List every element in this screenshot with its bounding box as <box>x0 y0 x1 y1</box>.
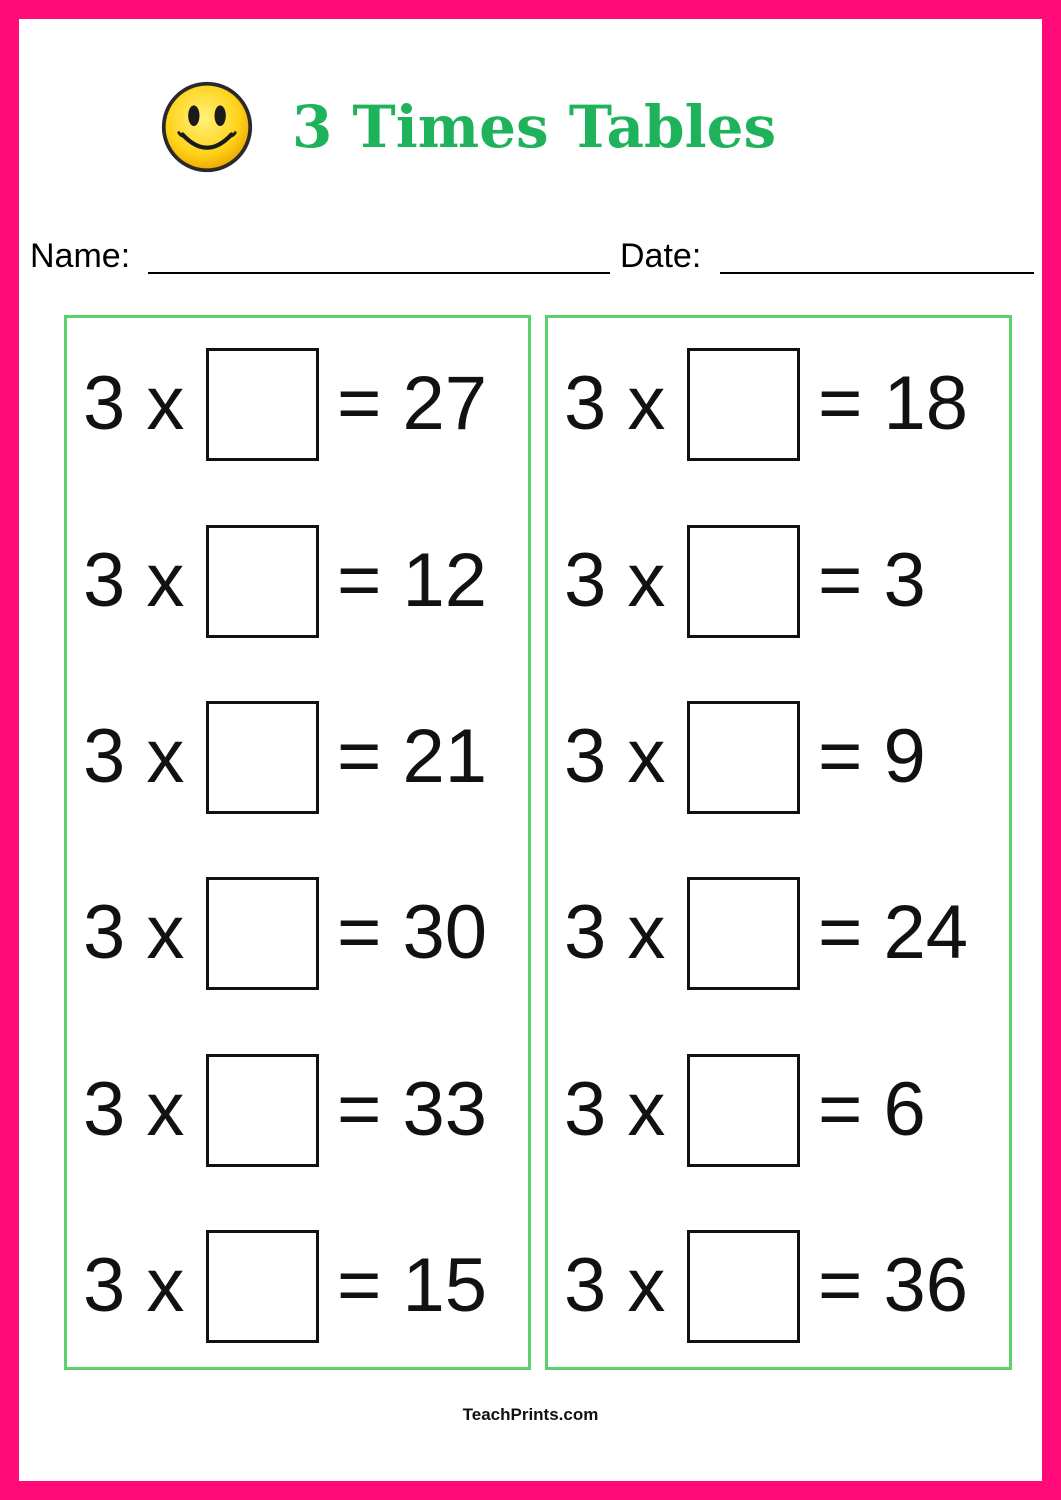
problem-row <box>548 877 1009 991</box>
student-fields <box>30 236 1035 280</box>
problem-row <box>548 348 1009 462</box>
problem-lhs: 3 x <box>83 1067 185 1152</box>
problem-column-right <box>545 315 1012 1370</box>
answer-box[interactable] <box>687 701 800 814</box>
answer-box[interactable] <box>687 1230 800 1343</box>
problem-lhs: 3 x <box>564 1067 666 1152</box>
problem-lhs: 3 x <box>83 361 185 446</box>
problem-rhs: = 15 <box>337 1243 488 1328</box>
answer-box[interactable] <box>206 701 319 814</box>
name-label: Name: <box>30 237 131 275</box>
answer-box[interactable] <box>206 525 319 638</box>
problem-rhs: = 27 <box>337 361 488 446</box>
problem-row <box>67 877 528 991</box>
problem-rhs: = 9 <box>818 714 926 799</box>
answer-box[interactable] <box>206 877 319 990</box>
problem-lhs: 3 x <box>564 1243 666 1328</box>
problem-column-left <box>64 315 531 1370</box>
problem-rhs: = 24 <box>818 890 969 975</box>
problem-rhs: = 36 <box>818 1243 969 1328</box>
answer-box[interactable] <box>687 1054 800 1167</box>
problem-lhs: 3 x <box>564 361 666 446</box>
problem-lhs: 3 x <box>564 538 666 623</box>
worksheet-header <box>160 80 776 174</box>
answer-box[interactable] <box>687 525 800 638</box>
problem-row <box>67 525 528 639</box>
problem-row <box>548 1230 1009 1344</box>
problem-rhs: = 12 <box>337 538 488 623</box>
problem-lhs: 3 x <box>83 1243 185 1328</box>
page-title: 3 Times Tables <box>292 93 777 161</box>
problem-rhs: = 3 <box>818 538 926 623</box>
problem-rhs: = 33 <box>337 1067 488 1152</box>
problem-lhs: 3 x <box>564 890 666 975</box>
problem-row <box>67 1054 528 1168</box>
problem-row <box>67 1230 528 1344</box>
problem-lhs: 3 x <box>83 538 185 623</box>
date-field[interactable] <box>720 272 1034 274</box>
problem-rhs: = 21 <box>337 714 488 799</box>
problem-rhs: = 6 <box>818 1067 926 1152</box>
site-footer: TeachPrints.com <box>462 1405 599 1424</box>
answer-box[interactable] <box>206 348 319 461</box>
problem-row <box>548 1054 1009 1168</box>
answer-box[interactable] <box>687 877 800 990</box>
name-field[interactable] <box>148 272 610 274</box>
answer-box[interactable] <box>687 348 800 461</box>
problem-row <box>548 701 1009 815</box>
date-label: Date: <box>620 237 702 275</box>
problem-row <box>67 348 528 462</box>
problem-lhs: 3 x <box>564 714 666 799</box>
problem-lhs: 3 x <box>83 890 185 975</box>
problem-lhs: 3 x <box>83 714 185 799</box>
answer-box[interactable] <box>206 1054 319 1167</box>
problem-rhs: = 18 <box>818 361 969 446</box>
problem-row <box>67 701 528 815</box>
answer-box[interactable] <box>206 1230 319 1343</box>
problem-rhs: = 30 <box>337 890 488 975</box>
problem-row <box>548 525 1009 639</box>
smiley-face-icon <box>160 80 254 174</box>
